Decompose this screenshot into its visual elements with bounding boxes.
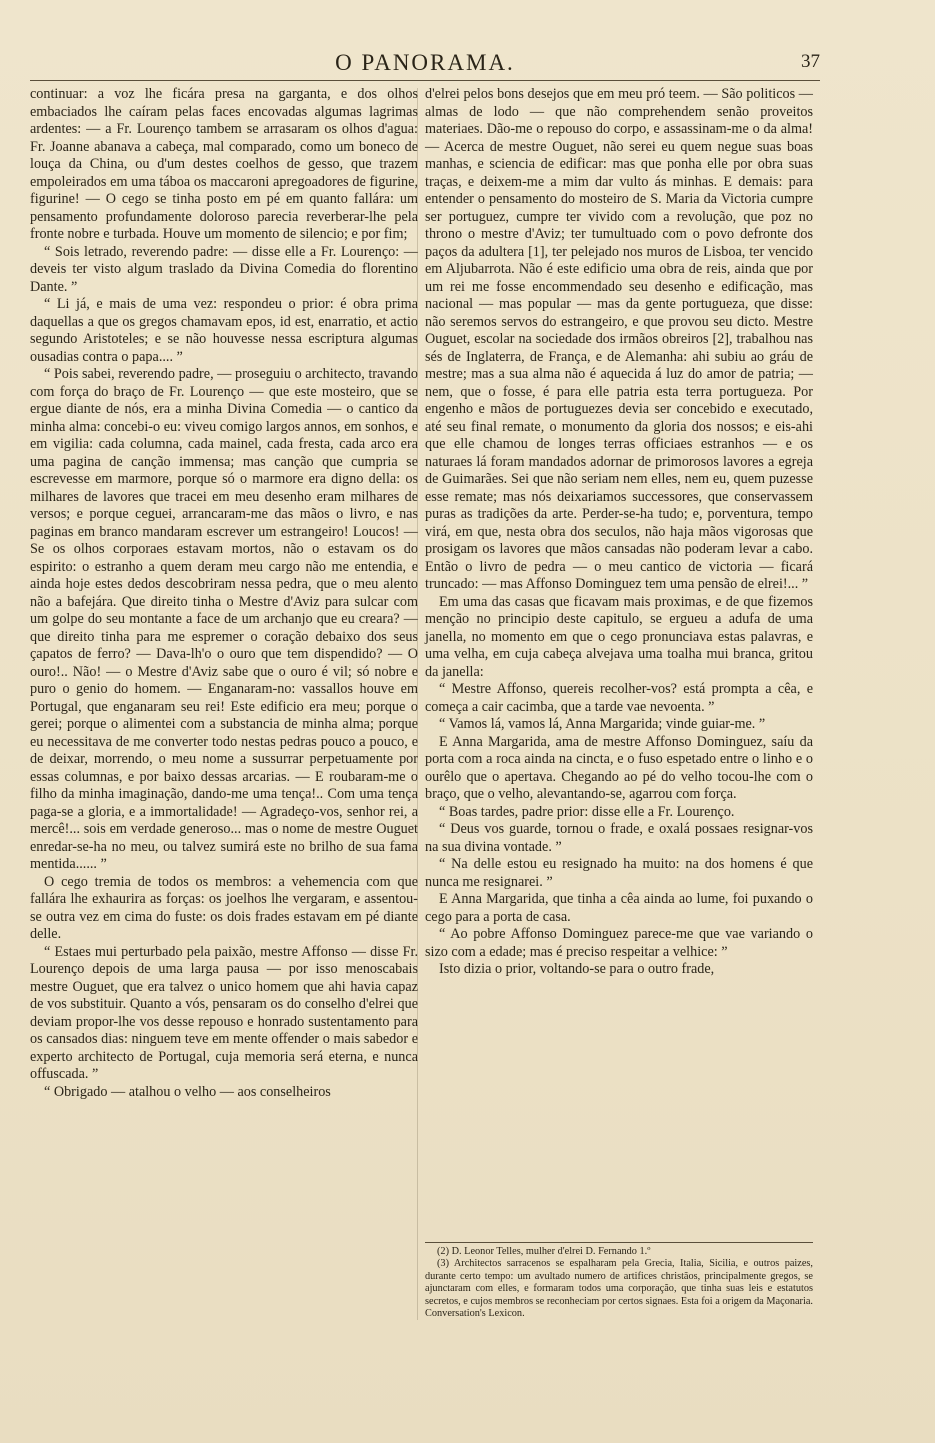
running-head [30,50,820,80]
paragraph: “ Mestre Affonso, quereis recolher-vos? está prompta a cêa, e começa a cair cacimba, que a tarde vae nevoenta. ” [425,681,813,715]
paragraph: d'elrei pelos bons desejos que em meu pró teem. — São politicos — almas de lodo — que não comprehendem senão proveitos materiaes. Dão-me o repouso do corpo, e assassinam-me o da alma! — Acerca de mestre Ouguet, não serei eu quem negue suas boas manhas, e sciencia de edificar: mas que ponha elle por obra suas traças, e deixem-me a mim dar vulto ás minhas. E demais: para entender o pensamento do mosteiro de S. Maria da Victoria cumpre ser portuguez, cumpre ter vivido com a revolução, que poz no throno o mestre d'Aviz; ter tumultuado com o povo defronte dos paços da adultera [1], ter pelejado nos muros de Lisboa, ter vencido em Aljubarrota. Não é este edificio uma obra de reis, ainda que por um rei me fosse encommendado seu desenho e edificação, mas nacional — mas popular — mas da gente portugueza, que disse: não seremos servos do estrangeiro, e que provou seu dicto. Mestre Ouguet, escolar na sociedade dos irmãos obreiros [2], trabalhou nas sés de Inglaterra, de França, e de Alemanha: ahi subiu ao gráu de mestre; mas a sua alma não é aquecida á luz do amor de patria; — nem, que o fosse, é para elle patria esta terra portugueza. Por engenho e mãos de portuguezes devia ser concebido e executado, até seu final remate, o monumento da gloria dos nossos; e eis-ahi que elle chamou de longes terras officiaes estranhos — e os naturaes lá foram mandados adornar de primorosos lavores a egreja de Guimarães. Sei que não seriam nem elles, nem eu, quem puzesse esse remate; mas nós deixariamos successores, que conservassem puras as tradições da arte. Perder-se-ha tudo; e, porventura, tempo virá, em que, nesta obra dos seculos, não haja mãos vigorosas que prosigam os lavores que mãos cansadas não poderam levar a cabo. Então o livro de pedra — o meu cantico de victoria — ficará truncado: — mas Affonso Dominguez tem uma pensão de elrei!... ” [425,86,813,592]
paragraph: Isto dizia o prior, voltando-se para o outro frade, [439,961,715,977]
page-number: 37 [801,51,820,72]
paragraph: “ Sois letrado, reverendo padre: — disse elle a Fr. Lourenço: — deveis ter visto algum traslado da Divina Comedia do florentino Dante. ” [30,243,418,295]
column-divider [417,88,418,1320]
paragraph: E Anna Margarida, ama de mestre Affonso Dominguez, saíu da porta com a roca ainda na cincta, e o fuso espetado entre o linho e o ourêlo que o apertava. Chegando ao pé do velho tocou-lhe com o braço, que o velho, alevantando-se, agarrou com força. [425,733,813,802]
paragraph: “ Obrigado — atalhou o velho — aos conselheiros [44,1083,331,1100]
paragraph: “ Na delle estou eu resignado ha muito: na dos homens é que nunca me resignarei. ” [425,856,813,890]
paragraph: continuar: a voz lhe ficára presa na garganta, e dos olhos embaciados lhe caíram pelas faces encovadas algumas lagrimas ardentes: — a Fr. Lourenço tambem se arrasaram os olhos d'agua: Fr. Joanne abanava a cabeça, mal comparado, como um boneco de louça da China, ou d'um destes coelhos de gesso, que trazem empoleirados em uma táboa os maccaroni apregoadores de figurine, figurine! — O cego se tinha posto em pé em quanto fallára: um pensamento profundamente doloroso parecia reverberar-lhe pela fronte nobre e turbada. Houve um momento de silencio; e por fim; [30,86,418,242]
paragraph: E Anna Margarida, que tinha a cêa ainda ao lume, foi puxando o cego para a porta de casa. [425,891,813,925]
paragraph: “ Ao pobre Affonso Dominguez parece-me que vae variando o sizo com a edade; mas é preciso respeitar a velhice: ” [425,926,813,960]
footnote: (2) D. Leonor Telles, mulher d'elrei D. Fernando 1.º [437,1246,651,1257]
paragraph: O cego tremia de todos os membros: a vehemencia com que fallára lhe exhaurira as forças: os joelhos lhe vergaram, e assentou-se outra vez em cima do fuste: os dois frades estavam em pé diante delle. [30,873,418,942]
left-column [30,86,418,1101]
paragraph: “ Pois sabei, reverendo padre, — proseguiu o architecto, travando com força do braço de Fr. Lourenço — que este mosteiro, que se ergue diante de nós, era a minha Divina Comedia — o cantico da minha alma: concebi-o eu: viveu comigo largos annos, em sonhos, e em vigilia: cada columna, cada mainel, cada fresta, cada arco era uma pagina de canção immensa; mas canção que cumpria se escrevesse em marmore, porque só o marmore era digno della: os milhares de lavores que tracei em meu desenho eram milhares de versos; e porque ceguei, arrancaram-me das mãos o livro, e nas paginas em branco mandaram escrever um estrangeiro! Loucos! — Se os olhos corporaes estavam mortos, não o estavam os do espirito: o estranho a quem deram meu cargo não me entendia, e ainda hoje estes dedos descobriram nessa pedra, que o meu alento não a bafejára. Que direito tinha o Mestre d'Aviz para sulcar com um golpe do seu montante a face de um archanjo que eu creara? — que direito tinha para me espremer o coração debaixo dos seus çapatos de ferro? — Dava-lh'o o ouro que tem dispendido? — O ouro!.. Não! — o Mestre d'Aviz sabe que o ouro é vil; só nobre e puro o genio do homem. — Enganaram-no: vassallos houve em Portugal, que enganaram seu rei! Este edificio era meu; porque o gerei; porque o alimentei com a substancia de minha alma; porque eu necessitava de me converter todo nestas pedras pouco a pouco, e de deixar, morrendo, o meu nome a sussurrar perpetuamente por essas columnas, e por baixo dessas arcarias. — E roubaram-me o filho da minha imaginação, dando-me uma tença!.. Com uma tença paga-se a gloria, e a immortalidade! — Agradeço-vos, senhor rei, a mercê!... sois em verdade generoso... mas o nome de mestre Ouguet enredar-se-ha no meu, ou talvez sumirá este no brilho de sua fama mentida...... ” [30,366,418,872]
paragraph: “ Boas tardes, padre prior: disse elle a Fr. Lourenço. [439,803,735,820]
paragraph: “ Estaes mui perturbado pela paixão, mestre Affonso — disse Fr. Lourenço depois de uma larga pausa — por isso menoscabais mestre Ouguet, que era talvez o unico homem que ahi havia capaz de vos substituir. Quanto a vós, pensaram os do conselho d'elrei que deviam propor-lhe vos desse repouso e honrado sustentamento para os cansados dias: ninguem teve em mente offender o mais sabedor e experto architecto de Portugal, cuja memoria será eterna, e nunca offuscada. ” [30,943,418,1082]
page-title: O PANORAMA. [335,50,515,75]
footnote: (3) Architectos sarracenos se espalharam pela Grecia, Italia, Sicilia, e outros paizes, durante certo tempo: um avultado numero de artifices christãos, principalmente gregos, se ajunctaram com elles, e formaram todos uma corporação, que tinha suas leis e estatutos secretos, e cujos membros se reconheciam por certos signaes. Esta foi a origem da Maçonaria. Conversation's Lexicon. [425,1258,813,1320]
header-rule [30,80,820,81]
paragraph: “ Li já, e mais de uma vez: respondeu o prior: é obra prima daquellas a que os gregos chamavam epos, id est, enarratio, et actio segundo Aristoteles; e se não houvesse nessa escriptura algumas ousadias contra o papa.... ” [30,296,418,365]
paragraph: “ Vamos lá, vamos lá, Anna Margarida; vinde guiar-me. ” [439,716,766,732]
footnotes [425,1242,813,1320]
paragraph: “ Deus vos guarde, tornou o frade, e oxalá possaes resignar-vos na sua divina vontade. ” [425,821,813,855]
right-column [425,86,813,979]
paragraph: Em uma das casas que ficavam mais proximas, e de que fizemos menção no principio deste capitulo, se ergueu a adufa de uma janella, no momento em que o cego pronunciava estas palavras, e uma velha, em cuja cabeça alvejava uma toalha mui branca, gritou da janella: [425,593,813,680]
